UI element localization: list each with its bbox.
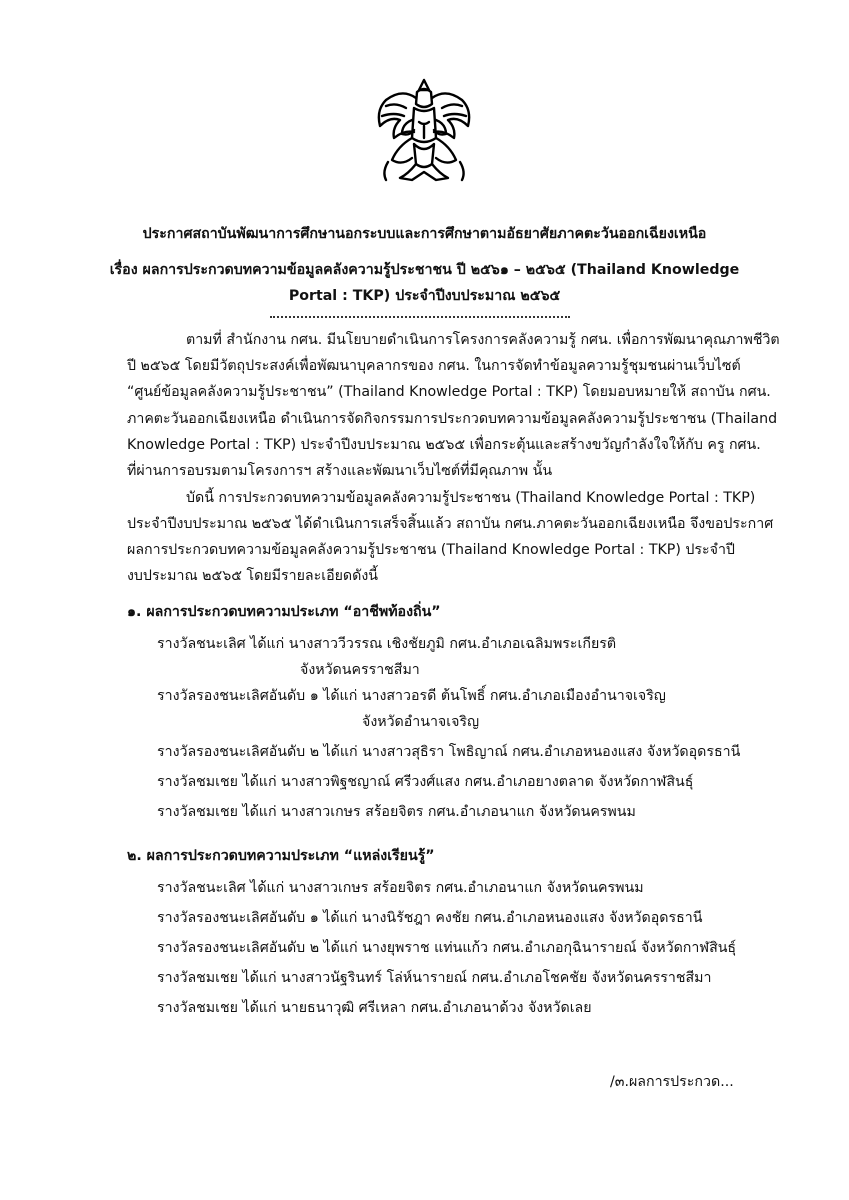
award-line: รางวัลชมเชย ได้แก่ นางสาวนัฐรินทร์ โล่ห์นารายณ์ กศน.อำเภอโชคชัย จังหวัดนครราชสีมา xyxy=(157,970,712,986)
award-line: รางวัลรองชนะเลิศอันดับ ๒ ได้แก่ นางยุพราช แท่นแก้ว กศน.อำเภอกุฉินารายณ์ จังหวัดกาฬสินธุ์ xyxy=(157,940,737,956)
award-line: รางวัลชมเชย ได้แก่ นางสาวพิฐชญาณ์ ศรีวงศ์แสง กศน.อำเภอยางตลาด จังหวัดกาฬสินธุ์ xyxy=(157,774,694,790)
paragraph-2-line: ผลการประกวดบทความข้อมูลคลังความรู้ประชาชน (Thailand Knowledge Portal : TKP) ประจำปี xyxy=(127,542,735,558)
paragraph-1-line: ตามที่ สำนักงาน กศน. มีนโยบายดำเนินการโครงการคลังความรู้ กศน. เพื่อการพัฒนาคุณภาพชีวิต xyxy=(186,332,780,348)
doc-title-line-2: เรื่อง ผลการประกวดบทความข้อมูลคลังความรู้ประชาชน ปี ๒๕๖๑ – ๒๕๖๕ (Thailand Knowledge xyxy=(109,262,740,278)
garuda-emblem-icon xyxy=(372,76,476,184)
award-line: จังหวัดอำนาจเจริญ xyxy=(362,714,480,730)
paragraph-1-line: ปี ๒๕๖๕ โดยมีวัตถุประสงค์เพื่อพัฒนาบุคลากรของ กศน. ในการจัดทำข้อมูลความรู้ชุมชนผ่านเว็บไซต์ xyxy=(127,358,741,374)
paragraph-2-line: ประจำปีงบประมาณ ๒๕๖๕ ได้ดำเนินการเสร็จสิ้นแล้ว สถาบัน กศน.ภาคตะวันออกเฉียงเหนือ จึงขอประกาศ xyxy=(127,516,774,532)
doc-title-line-1: ประกาศสถาบันพัฒนาการศึกษานอกระบบและการศึกษาตามอัธยาศัยภาคตะวันออกเฉียงเหนือ xyxy=(142,226,707,242)
award-line: รางวัลรองชนะเลิศอันดับ ๑ ได้แก่ นางนิรัชฎา คงชัย กศน.อำเภอหนองแสง จังหวัดอุดรธานี xyxy=(157,910,703,926)
award-line: รางวัลรองชนะเลิศอันดับ ๒ ได้แก่ นางสาวสุธิรา โพธิญาณ์ กศน.อำเภอหนองแสง จังหวัดอุดรธานี xyxy=(157,744,741,760)
paragraph-1-line: “ศูนย์ข้อมูลคลังความรู้ประชาชน” (Thailand Knowledge Portal : TKP) โดยมอบหมายให้ สถาบัน กศน. xyxy=(127,384,771,400)
award-line: รางวัลชมเชย ได้แก่ นางสาวเกษร สร้อยจิตร กศน.อำเภอนาแก จังหวัดนครพนม xyxy=(157,804,636,820)
paragraph-1-line: ที่ผ่านการอบรมตามโครงการฯ สร้างและพัฒนาเว็บไซต์ที่มีคุณภาพ นั้น xyxy=(127,463,553,479)
section-1-heading: ๑. ผลการประกวดบทความประเภท “อาชีพท้องถิ่น” xyxy=(127,604,441,620)
award-line: รางวัลรองชนะเลิศอันดับ ๑ ได้แก่ นางสาวอรดี ต้นโพธิ์ กศน.อำเภอเมืองอำนาจเจริญ xyxy=(157,688,666,704)
section-2-heading: ๒. ผลการประกวดบทความประเภท “แหล่งเรียนรู้” xyxy=(127,848,435,864)
paragraph-2-line: บัดนี้ การประกวดบทความข้อมูลคลังความรู้ประชาชน (Thailand Knowledge Portal : TKP) xyxy=(186,490,756,506)
award-line: จังหวัดนครราชสีมา xyxy=(300,662,420,678)
award-line: รางวัลชมเชย ได้แก่ นายธนาวุฒิ ศรีเหลา กศน.อำเภอนาด้วง จังหวัดเลย xyxy=(157,1000,592,1016)
continued-note: /๓.ผลการประกวด... xyxy=(610,1074,734,1090)
paragraph-2-line: งบประมาณ ๒๕๖๕ โดยมีรายละเอียดดังนี้ xyxy=(127,568,378,584)
award-line: รางวัลชนะเลิศ ได้แก่ นางสาววีวรรณ เชิงชัยภูมิ กศน.อำเภอเฉลิมพระเกียรติ xyxy=(157,636,617,652)
separator-dots xyxy=(270,316,570,318)
doc-title-line-3: Portal : TKP) ประจำปีงบประมาณ ๒๕๖๕ xyxy=(288,288,561,304)
paragraph-1-line: ภาคตะวันออกเฉียงเหนือ ดำเนินการจัดกิจกรรมการประกวดบทความข้อมูลคลังความรู้ประชาชน (Thailand xyxy=(127,411,778,427)
paragraph-1-line: Knowledge Portal : TKP) ประจำปีงบประมาณ ๒๕๖๕ เพื่อกระตุ้นและสร้างขวัญกำลังใจให้กับ ครู กศน. xyxy=(127,437,761,453)
award-line: รางวัลชนะเลิศ ได้แก่ นางสาวเกษร สร้อยจิตร กศน.อำเภอนาแก จังหวัดนครพนม xyxy=(157,880,644,896)
